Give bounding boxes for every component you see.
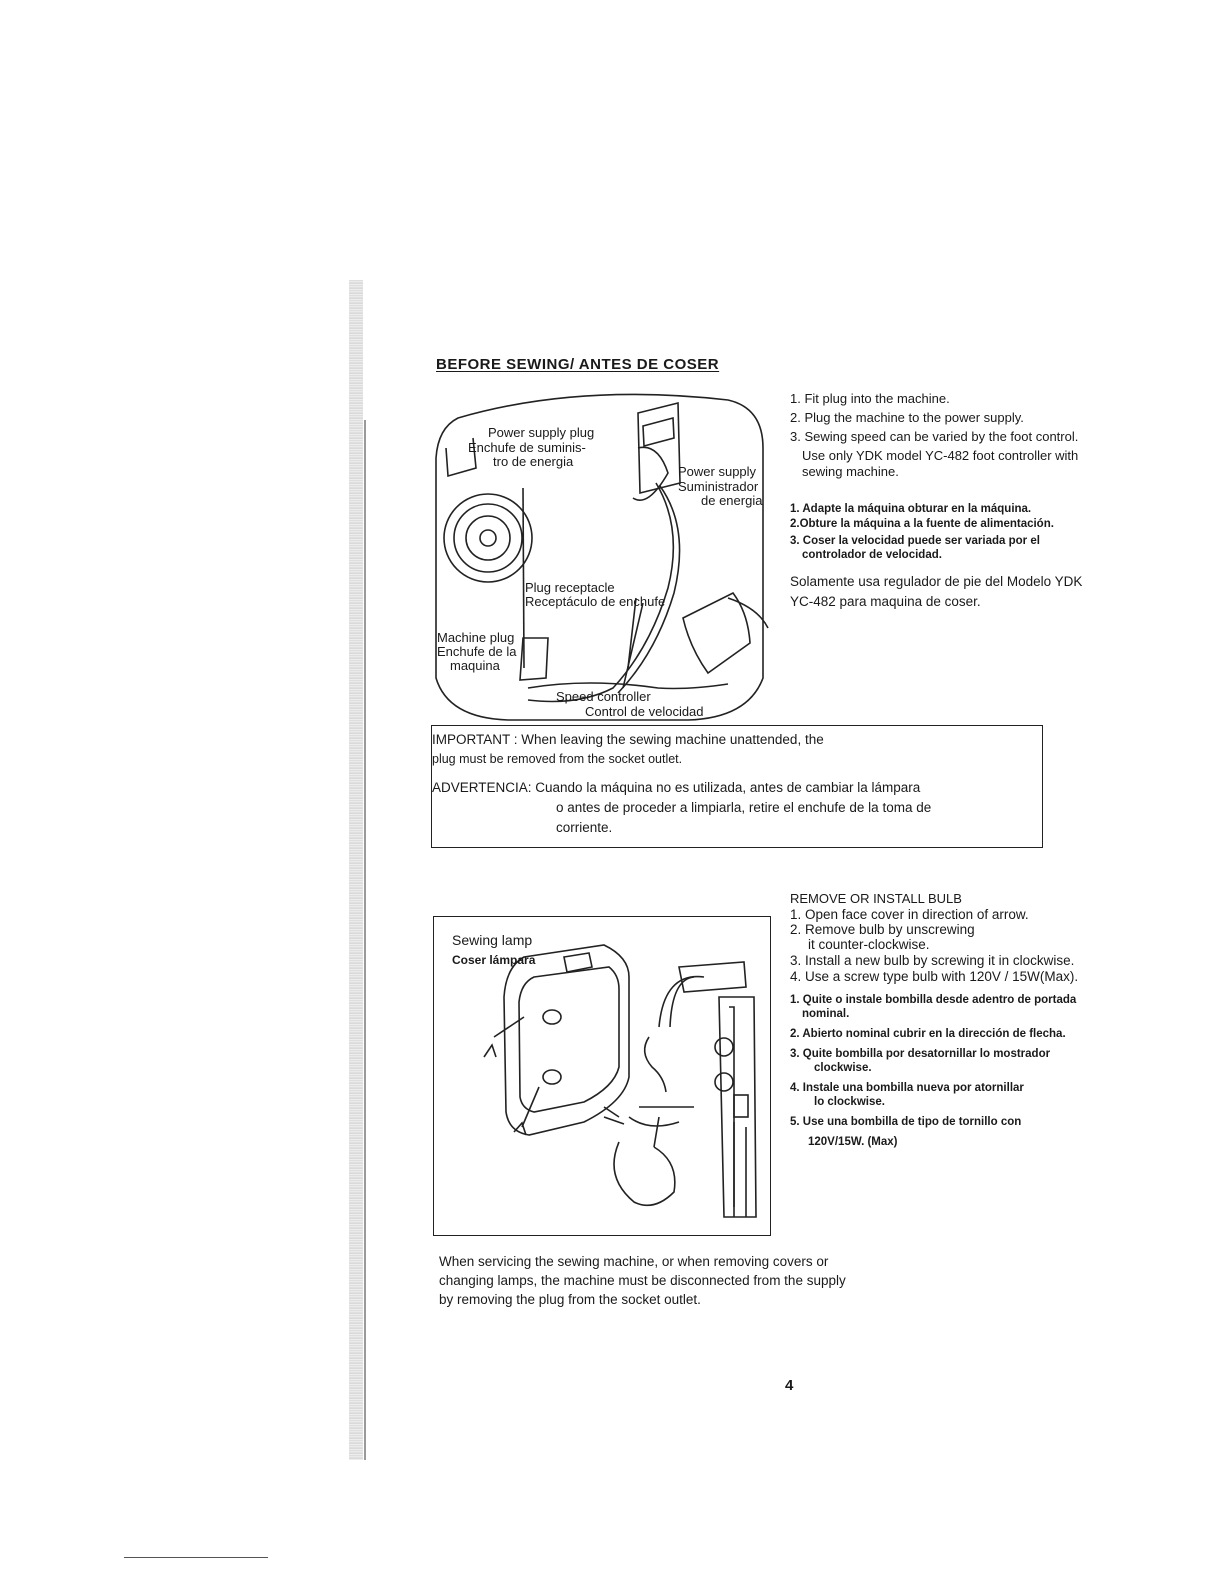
footer-rule <box>124 1557 268 1558</box>
step-es-1: 1. Adapte la máquina obturar en la máquina. <box>790 503 1032 515</box>
label-plug-receptacle: Plug receptacle <box>525 580 615 595</box>
label-enchufe-suministro-2: tro de energia <box>493 454 574 469</box>
label-suministrador-1: Suministrador <box>678 479 759 494</box>
step-en-1: 1. Fit plug into the machine. <box>790 391 950 406</box>
label-enchufe-suministro-1: Enchufe de suminis- <box>468 440 586 455</box>
label-power-supply-plug: Power supply plug <box>488 425 595 440</box>
bulb-en-1: 1. Open face cover in direction of arrow. <box>790 907 1029 922</box>
label-enchufe-maquina-2: maquina <box>450 658 500 673</box>
steps-spanish <box>790 502 1054 562</box>
bulb-instructions <box>790 890 1078 1149</box>
bulb-es-3b: clockwise. <box>814 1062 872 1074</box>
bulb-es-1a: 1. Quite o instale bombilla desde adentro de portada <box>790 994 1077 1006</box>
bulb-es-4b: lo clockwise. <box>814 1096 885 1108</box>
page-number: 4 <box>785 1377 794 1394</box>
bulb-es-5a: 5. Use una bombilla de tipo de tornillo con <box>790 1116 1022 1128</box>
note-es-1: Solamente usa regulador de pie del Modelo YDK <box>790 574 1083 589</box>
label-sewing-lamp: Sewing lamp <box>452 932 533 948</box>
label-receptaculo-enchufe: Receptáculo de enchufe <box>525 594 666 609</box>
note-en-1: Use only YDK model YC-482 foot controller with <box>802 448 1079 463</box>
bulb-en-3: 3. Install a new bulb by screwing it in clockwise. <box>790 953 1075 968</box>
bulb-steps-spanish <box>790 993 1078 1149</box>
bulb-steps-english <box>790 907 1078 984</box>
bulb-es-1b: nominal. <box>802 1008 850 1020</box>
label-machine-plug: Machine plug <box>437 630 515 645</box>
bulb-title: REMOVE OR INSTALL BULB <box>790 891 962 906</box>
bulb-en-4: 4. Use a screw type bulb with 120V / 15W(Max). <box>790 969 1079 984</box>
important-notice-box <box>431 725 1043 848</box>
servicing-line-1: When servicing the sewing machine, or when removing covers or <box>439 1254 829 1269</box>
bulb-es-2: 2. Abierto nominal cubrir en la dirección de flecha. <box>790 1028 1066 1040</box>
sewing-lamp-figure <box>433 916 771 1236</box>
section-heading: BEFORE SEWING/ ANTES DE COSER <box>436 356 720 373</box>
step-es-3b: controlador de velocidad. <box>802 549 942 561</box>
label-speed-controller: Speed controller <box>556 689 651 704</box>
steps-english <box>790 391 1078 480</box>
important-line-1: IMPORTANT : When leaving the sewing machine unattended, the <box>432 732 824 747</box>
label-control-velocidad: Control de velocidad <box>585 704 704 719</box>
scan-edge-line <box>364 420 366 1460</box>
advertencia-line-2: o antes de proceder a limpiarla, retire el enchufe de la toma de <box>556 800 932 815</box>
scan-edge-artifact <box>349 280 363 1460</box>
servicing-notice <box>439 1252 846 1309</box>
label-power-supply: Power supply <box>678 464 757 479</box>
bulb-es-3a: 3. Quite bombilla por desatornillar lo mostrador <box>790 1048 1051 1060</box>
step-en-2: 2. Plug the machine to the power supply. <box>790 410 1024 425</box>
servicing-line-2: changing lamps, the machine must be disconnected from the supply <box>439 1273 846 1288</box>
note-en-2: sewing machine. <box>802 464 899 479</box>
advertencia-line-3: corriente. <box>556 820 613 835</box>
bulb-en-2b: it counter-clockwise. <box>808 937 930 952</box>
bulb-es-5b: 120V/15W. (Max) <box>808 1136 898 1148</box>
label-enchufe-maquina-1: Enchufe de la <box>437 644 517 659</box>
power-supply-figure <box>428 388 773 723</box>
bulb-es-4a: 4. Instale una bombilla nueva por atornillar <box>790 1082 1024 1094</box>
important-line-2: plug must be removed from the socket outlet. <box>432 752 683 766</box>
bulb-en-2a: 2. Remove bulb by unscrewing <box>790 922 975 937</box>
servicing-line-3: by removing the plug from the socket outlet. <box>439 1292 701 1307</box>
label-coser-lampara: Coser lámpara <box>452 953 536 967</box>
label-suministrador-2: de energia <box>701 493 763 508</box>
step-es-3a: 3. Coser la velocidad puede ser variada por el <box>790 535 1040 547</box>
step-en-3: 3. Sewing speed can be varied by the foot control. <box>790 429 1079 444</box>
step-es-2: 2.Obture la máquina a la fuente de alimentación. <box>790 518 1054 530</box>
advertencia-line-1: ADVERTENCIA: Cuando la máquina no es utilizada, antes de cambiar la lámpara <box>432 780 921 795</box>
note-es-2: YC-482 para maquina de coser. <box>790 594 981 609</box>
note-spanish <box>790 572 1082 612</box>
